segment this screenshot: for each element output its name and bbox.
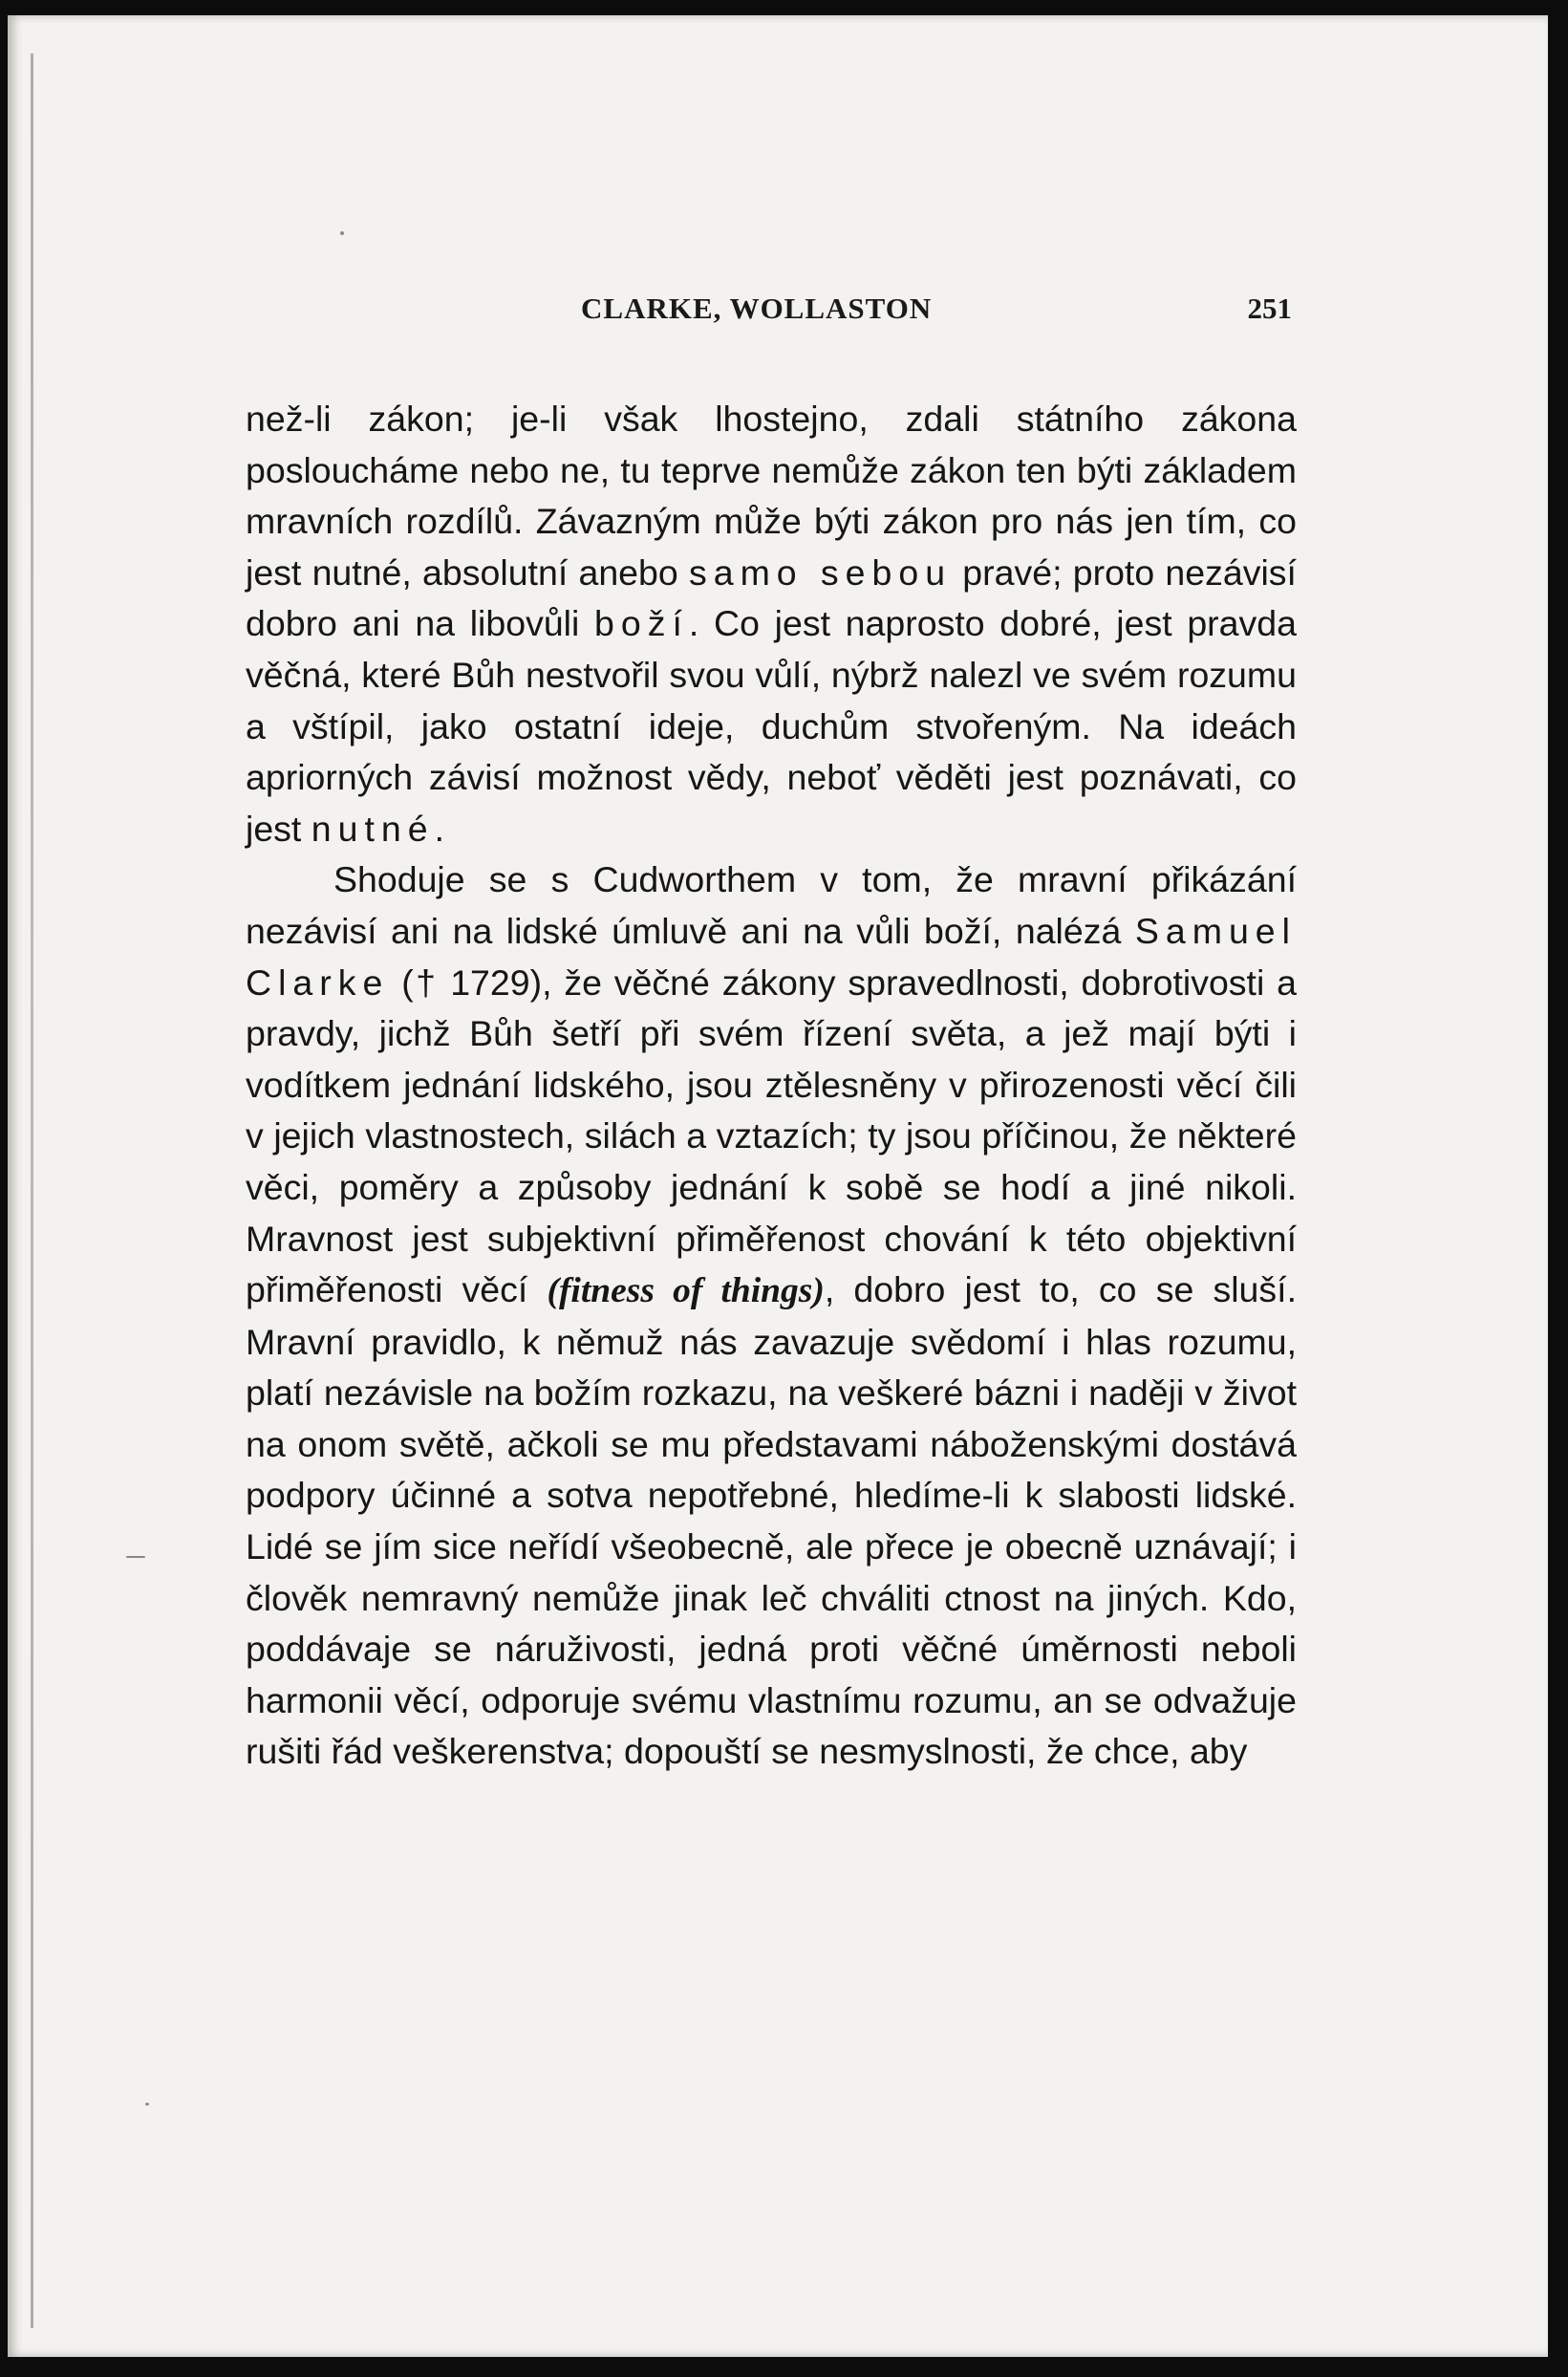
emphasis-samo-sebou: samo sebou — [688, 551, 953, 593]
emphasis-samuel-clarke: Samuel Clarke — [246, 910, 1297, 1003]
paragraph-1 — [246, 394, 1297, 854]
paper-speck — [126, 1556, 145, 1558]
paragraph-2-text-2: († 1729), že věčné zákony spravedlnosti, dobrotivosti a pravdy, jichž Bůh šetří při svém řízení světa, a jež mají býti i vodítkem jednání lidského, jsou ztělesněny v přirozenosti věcí čili v jejich vlastnostech, silách a vztazích; ty jsou příčinou, že některé věci, poměry a způsoby jednání k sobě se hodí a jiné nikoli. Mravnost jest subjektivní přiměřenost chování k této objektivní přiměřenosti věcí — [246, 962, 1297, 1310]
italic-fitness-of-things: (fitness of things) — [547, 1271, 825, 1311]
paper-speck — [340, 231, 344, 235]
page-header — [250, 292, 1292, 339]
paragraph-2-text-1: Shoduje se s Cudworthem v tom, že mravní přikázání nezávisí ani na lidské úmluvě ani na vůli boží, nalézá — [246, 859, 1297, 951]
emphasis-bozi: boží — [594, 603, 689, 644]
paragraph-1-text-4: . — [434, 808, 445, 849]
binding-gutter — [31, 54, 33, 2328]
paragraph-1-text-3: . Co jest naprosto dobré, jest pravda věčná, které Bůh nestvořil svou vůlí, nýbrž nalezl ve svém rozumu a vštípil, jako ostatní ideje, duchům stvořeným. Na ideách apriorných závisí možnost vědy, neboť věděti jest poznávati, co jest — [246, 603, 1297, 849]
paragraph-2 — [246, 854, 1297, 1778]
running-head: CLARKE, WOLLASTON — [581, 292, 933, 325]
paragraph-1-text-2: pravé; proto nezávisí dobro ani na libovůli — [246, 551, 1297, 644]
paragraph-1-text-1: než-li zákon; je-li však lhostejno, zdali státního zákona posloucháme nebo ne, tu teprve nemůže zákon ten býti základem mravních rozdílů. Závazným může býti zákon pro nás jen tím, co jest nutné, absolutní anebo — [246, 399, 1297, 593]
emphasis-nutne: nutné — [311, 808, 435, 849]
paper-speck — [145, 2103, 149, 2106]
body-text — [246, 394, 1297, 1778]
page-number: 251 — [1247, 292, 1292, 325]
paragraph-2-text-3: , dobro jest to, co se sluší. Mravní pravidlo, k němuž nás zavazuje svědomí i hlas rozumu, platí nezávisle na božím rozkazu, na veškeré bázni i naději v život na onom světě, ačkoli se mu představami náboženskými dostává podpory účinné a sotva nepotřebné, hledíme-li k slabosti lidské. Lidé se jím sice neřídí všeobecně, ale přece je obecně uznávají; i člověk nemravný nemůže jinak leč chváliti ctnost na jiných. Kdo, poddávaje se náruživosti, jedná proti věčné úměrnosti neboli harmonii věcí, odporuje svému vlastnímu rozumu, an se odvažuje rušiti řád veškerenstva; dopouští se nesmyslnosti, že chce, aby — [246, 1269, 1297, 1772]
